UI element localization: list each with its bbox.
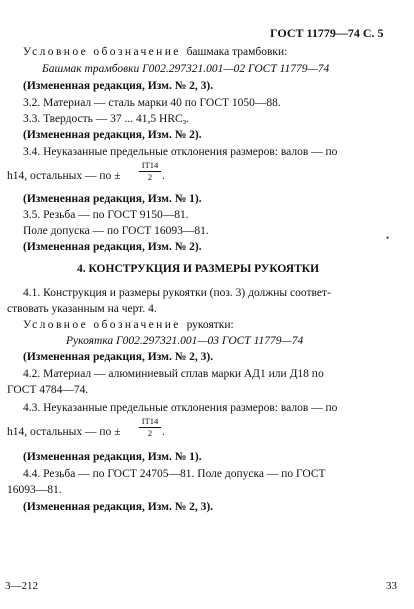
paragraph-4-3-end: . bbox=[162, 426, 165, 438]
fraction-numerator: IT14 bbox=[141, 160, 159, 170]
page-number: 33 bbox=[386, 580, 397, 592]
designation-1: Башмак трамбовки Г002.297321.001—02 ГОСТ 11779—74 bbox=[42, 63, 330, 75]
fraction-denominator: 2 bbox=[147, 428, 153, 438]
designation-label-spaced: Условное обозначение bbox=[23, 319, 181, 331]
paragraph-4-4-line1: 4.4. Резьба — по ГОСТ 24705—81. Поле допуска — по ГОСТ bbox=[23, 468, 326, 480]
section-heading-4: 4. КОНСТРУКЦИЯ И РАЗМЕРЫ РУКОЯТКИ bbox=[77, 263, 320, 275]
paragraph-4-2-line1: 4.2. Материал — алюминиевый сплав марки АД1 или Д18 по bbox=[23, 368, 324, 380]
page-header: ГОСТ 11779—74 С. 5 bbox=[270, 26, 384, 40]
paragraph-3-4-end: . bbox=[162, 170, 165, 182]
revision-note: (Измененная редакция, Изм. № 2). bbox=[23, 129, 202, 141]
designation-label-rest: рукоятки: bbox=[186, 319, 234, 331]
revision-note: (Измененная редакция, Изм. № 2, 3). bbox=[23, 351, 214, 363]
scan-mark: • bbox=[386, 233, 390, 243]
revision-note: (Измененная редакция, Изм. № 2). bbox=[23, 241, 202, 253]
revision-note: (Измененная редакция, Изм. № 1). bbox=[23, 451, 202, 463]
designation-label-1 bbox=[23, 45, 287, 59]
revision-note: (Измененная редакция, Изм. № 1). bbox=[23, 193, 202, 205]
revision-note: (Измененная редакция, Изм. № 2, 3). bbox=[23, 80, 214, 92]
designation-label-rest: башмака трамбовки: bbox=[186, 46, 288, 58]
paragraph-4-2-line2: ГОСТ 4784—74. bbox=[7, 384, 89, 396]
fraction-it14 bbox=[137, 161, 163, 182]
paragraph-3-3-text: 3.3. Твердость — 37 ... 41,5 HRC bbox=[23, 113, 183, 125]
paragraph-3-3-sub: э bbox=[182, 117, 187, 126]
fraction-it14 bbox=[137, 417, 163, 438]
paragraph-3-5-tolerance: Поле допуска — по ГОСТ 16093—81. bbox=[23, 225, 209, 237]
paragraph-4-1-line2: ствовать указанным на черт. 4. bbox=[7, 303, 157, 315]
paragraph-4-3-line2: h14, остальных — по ± bbox=[7, 426, 121, 438]
paragraph-3-3 bbox=[23, 112, 189, 129]
revision-note: (Измененная редакция, Изм. № 2, 3). bbox=[23, 501, 214, 513]
paragraph-3-2: 3.2. Материал — сталь марки 40 по ГОСТ 1050—88. bbox=[23, 97, 281, 109]
fraction-denominator: 2 bbox=[147, 172, 153, 182]
designation-label-2 bbox=[23, 318, 234, 332]
designation-label-spaced: Условное обозначение bbox=[23, 46, 181, 58]
paragraph-3-4-line1: 3.4. Неуказанные предельные отклонения размеров: валов — по bbox=[23, 146, 338, 158]
designation-2: Рукоятка Г002.297321.001—03 ГОСТ 11779—74 bbox=[66, 335, 304, 347]
paragraph-3-3-end: . bbox=[186, 113, 189, 125]
fraction-numerator: IT14 bbox=[141, 416, 159, 426]
footer-print-code: 3—212 bbox=[5, 580, 38, 592]
paragraph-4-1-line1: 4.1. Конструкция и размеры рукоятки (поз. 3) должны соответ- bbox=[23, 287, 331, 299]
paragraph-3-4-line2: h14, остальных — по ± bbox=[7, 170, 121, 182]
paragraph-3-5: 3.5. Резьба — по ГОСТ 9150—81. bbox=[23, 209, 189, 221]
paragraph-4-3-line1: 4.3. Неуказанные предельные отклонения размеров: валов — по bbox=[23, 402, 338, 414]
paragraph-4-4-line2: 16093—81. bbox=[7, 484, 62, 496]
